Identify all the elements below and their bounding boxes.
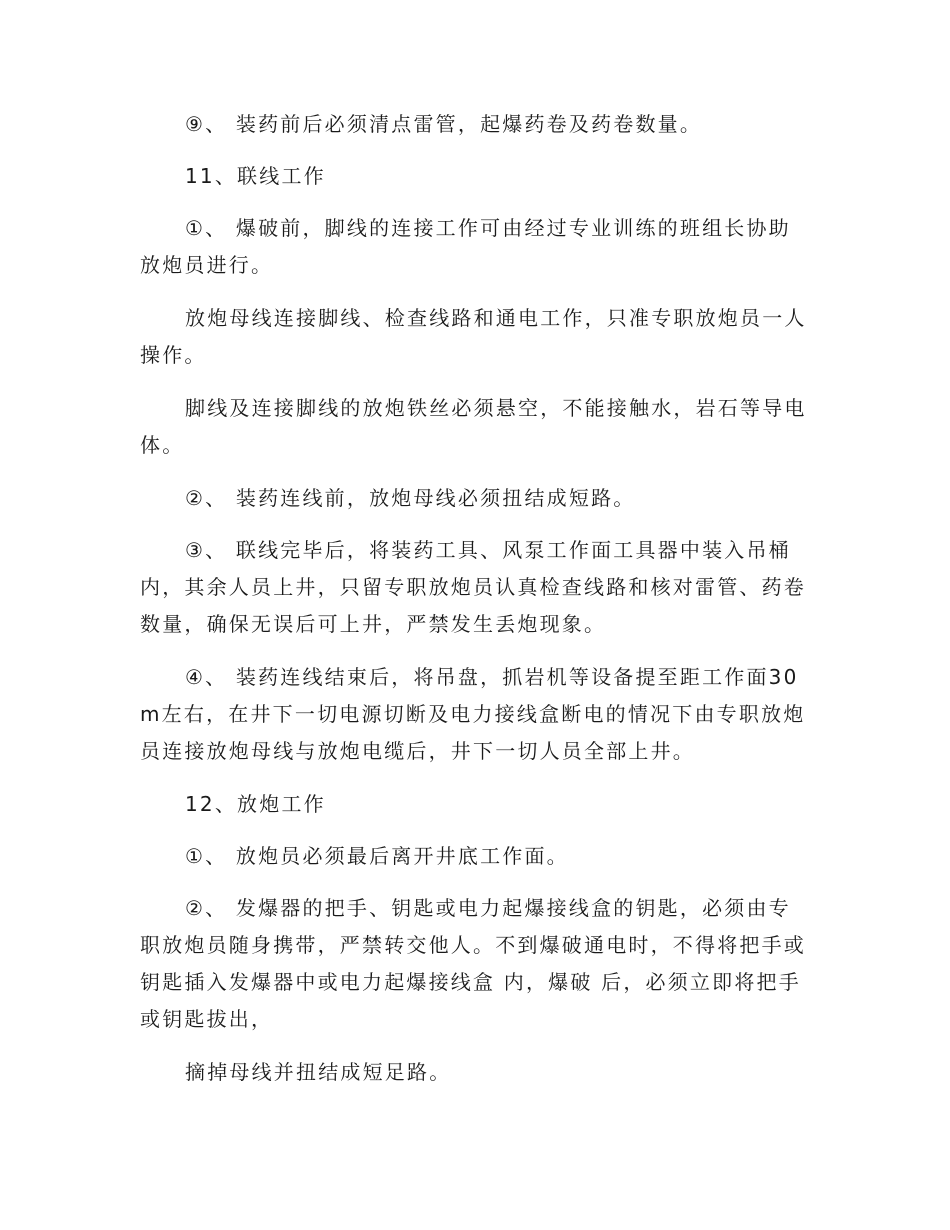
section-heading-wiring: 11、联线工作 [185, 164, 326, 188]
paragraph-blasting-2-cont: 摘掉母线并扭结成短足路。 [185, 1060, 452, 1084]
paragraph-wiring-4: ④、 装药连线结束后，将吊盘，抓岩机等设备提至距工作面30m左右，在井下一切电源切断及电力接线盒断电的情况下由专职放炮员连接放炮母线与放炮电缆后，井下一切人员全部上井。 [140, 665, 806, 763]
paragraph-item-9-check: ⑨、 装药前后必须清点雷管，起爆药卷及药卷数量。 [185, 112, 703, 136]
paragraph-blasting-1: ①、 放炮员必须最后离开井底工作面。 [185, 844, 569, 868]
paragraph-wiring-operator: 放炮母线连接脚线、检查线路和通电工作，只准专职放炮员一人操作。 [140, 306, 807, 367]
section-heading-blasting: 12、放炮工作 [185, 792, 326, 816]
paragraph-blasting-2: ②、 发爆器的把手、钥匙或电力起爆接线盒的钥匙，必须由专职放炮员随身携带，严禁转交他人。不到爆破通电时，不得将把手或钥匙插入发爆器中或电力起爆接线盒 内，爆破 后，必须立即将把手或钥匙拔出， [140, 896, 806, 1031]
document-body [140, 106, 812, 1106]
paragraph-wiring-3: ③、 联线完毕后，将装药工具、风泵工作面工具器中装入吊桶内，其余人员上井，只留专职放炮员认真检查线路和核对雷管、药卷数量，确保无误后可上井，严禁发生丢炮现象。 [140, 538, 806, 636]
paragraph-wiring-suspend: 脚线及连接脚线的放炮铁丝必须悬空，不能接触水，岩石等导电体。 [140, 396, 807, 457]
paragraph-wiring-1: ①、 爆破前，脚线的连接工作可由经过专业训练的班组长协助放炮员进行。 [140, 216, 791, 277]
paragraph-wiring-2: ②、 装药连线前，放炮母线必须扭结成短路。 [185, 486, 636, 510]
